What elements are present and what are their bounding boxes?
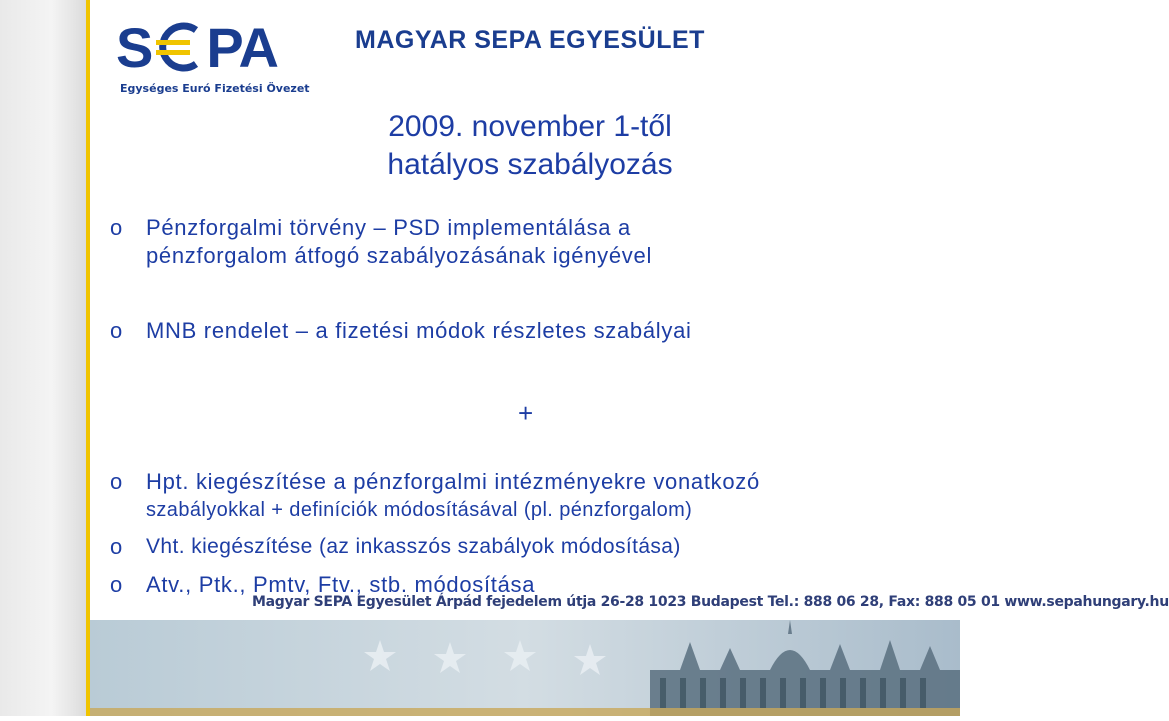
bullet-text: Hpt. kiegészítése a pénzforgalmi intézményekre vonatkozó [146,469,760,494]
bullet-marker: o [110,534,123,559]
bullet-text: Vht. kiegészítése (az inkasszós szabályok módosítása) [146,535,681,558]
title-line-1: 2009. november 1-től [388,110,672,143]
bullet-item-psd [110,214,950,270]
parliament-image [90,620,960,716]
bullet-marker: o [110,469,123,494]
footer-address: Magyar SEPA Egyesület Árpád fejedelem útja 26-28 1023 Budapest Tel.: 888 06 28, Fax: 888 05 01 www.sepahungary.hu [252,594,1169,610]
euro-icon [152,20,206,74]
bullet-text: Atv., Ptk., Pmtv, Ftv., stb. módosítása [146,572,536,597]
bullet-marker: o [110,318,123,343]
parliament-illustration [90,620,960,716]
logo-letters-pa: PA [206,16,278,79]
title-line-2: hatályos szabályozás [387,148,673,181]
logo-subtitle: Egységes Euró Fizetési Övezet [120,82,310,95]
logo-letter-s: S [116,16,153,79]
plus-sign: + [518,398,534,428]
bullet-text: szabályokkal + definíciók módosításával (pl. pénzforgalom) [146,499,693,521]
logo-wordmark [116,18,278,78]
bullet-text: pénzforgalom átfogó szabályozásának igényével [146,243,653,268]
bullet-marker: o [110,215,123,240]
sepa-logo [116,18,331,98]
organization-name: MAGYAR SEPA EGYESÜLET [355,26,705,54]
bullet-item-mnb [110,317,950,345]
bullet-marker: o [110,572,123,597]
bullet-text: MNB rendelet – a fizetési módok részletes szabályai [146,318,692,343]
bullet-item-vht [110,533,950,561]
bullet-item-hpt [110,468,950,524]
bullet-text: Pénzforgalmi törvény – PSD implementálása a [146,215,631,240]
slide-title [0,108,1060,184]
